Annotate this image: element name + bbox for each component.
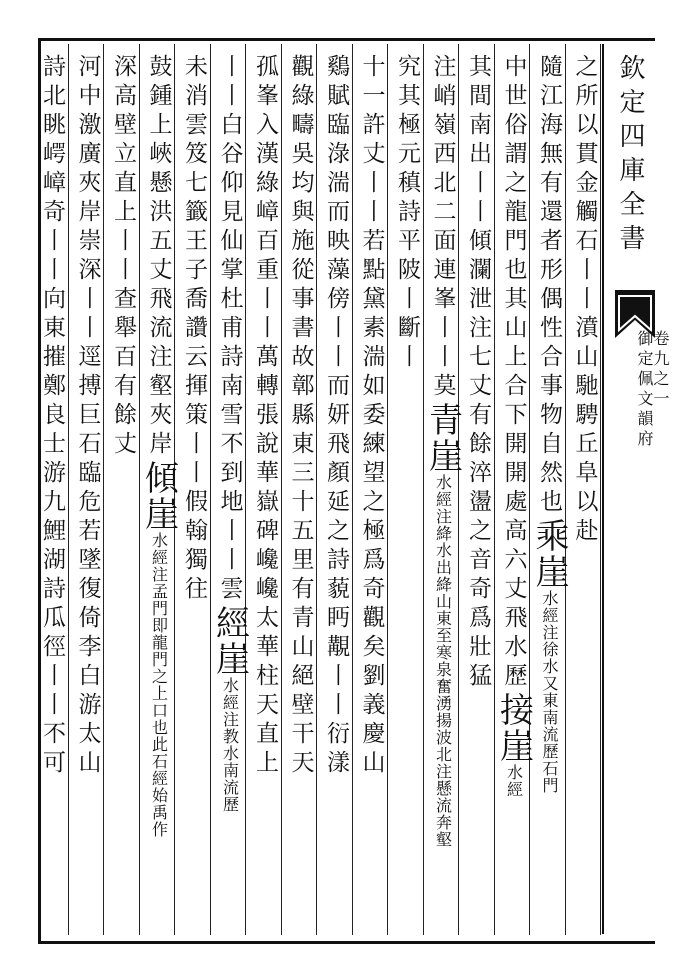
text-column — [352, 54, 392, 779]
body-text: 深高壁立直上丨丨查舉百有餘丈 — [110, 54, 136, 460]
body-text: 究其極元稹詩平陂丨斷丨 — [394, 54, 420, 373]
entry-heading: 青崖 — [422, 402, 463, 474]
text-column — [210, 54, 250, 813]
body-text: 鼓鍾上峽懸洪五丈飛流注壑夾岸 — [145, 54, 172, 460]
body-text: 觀綠疇吳均與施從事書故鄣縣東三十五里有青山絕壁干天 — [287, 54, 314, 779]
body-text: 其間南出丨丨傾瀾泄注七丈有餘淬盪之音奇爲壯猛 — [465, 54, 491, 692]
text-column — [565, 54, 605, 547]
annotation-note: 水經 — [504, 764, 524, 798]
text-column — [458, 54, 498, 692]
entry-heading: 經崖 — [209, 605, 250, 677]
book-title: 欽定四庫全書 — [615, 54, 645, 258]
text-column — [494, 54, 534, 798]
body-text: 隨江海無有還者形偶性合事物自然也 — [536, 54, 562, 518]
text-column — [245, 54, 285, 779]
entry-heading: 乘崖 — [529, 518, 569, 590]
annotation-note: 水經注徐水又東南流歷石門 — [540, 590, 559, 794]
entry-heading: 接崖 — [493, 692, 534, 764]
text-column — [316, 54, 356, 779]
annotation-note: 水經注孟門即龍門之上口也此石經始禹作 — [149, 532, 169, 838]
annotation-note: 水經注絳水出絳山東至寒泉奮湧揚波北注懸流奔壑 — [433, 474, 453, 848]
text-column — [103, 54, 143, 460]
text-column — [529, 54, 569, 794]
text-column — [68, 54, 108, 779]
text-column — [387, 54, 427, 373]
text-column — [174, 54, 214, 605]
body-text: 注峭嶺西北二面連峯丨丨莫 — [429, 54, 456, 402]
body-text: 河中激廣夾岸崇深丨丨逕搏巨石臨危若墜復倚李白游太山 — [74, 54, 101, 779]
side-note-volume: 卷九之一 — [651, 330, 670, 410]
text-column — [32, 54, 72, 779]
side-note-title: 御定佩文韻府 — [635, 330, 654, 450]
annotation-note: 水經注教水南流歷 — [220, 677, 240, 813]
body-text: 丨丨白谷仰見仙掌杜甫詩南雪不到地丨丨雲 — [216, 54, 243, 605]
entry-heading: 傾崖 — [138, 460, 179, 532]
text-column — [139, 54, 179, 838]
body-text: 之所以貫金觸石丨丨濆山馳騁丘阜以赴 — [571, 54, 598, 547]
text-column — [423, 54, 463, 848]
body-text: 詩北眺崿嶂奇丨丨向東摧鄭良士游九鯉湖詩瓜徑丨丨不可 — [39, 54, 65, 779]
body-text: 孤峯入漢綠嶂百重丨丨萬轉張說華嶽碑巉巉太華柱天直上 — [252, 54, 278, 779]
body-text: 中世俗謂之龍門也其山上合下開開處高六丈飛水歷 — [500, 54, 527, 692]
body-text: 未消雲笈七籤王子喬讚云揮策丨丨假翰獨往 — [181, 54, 207, 605]
body-text: 鷄賦臨淥湍而映藻傍丨丨而妍飛顏延之詩藐眄覯丨丨衍漾 — [323, 54, 349, 779]
text-column — [281, 54, 321, 779]
body-text: 十一許丈丨丨若點黛素湍如委練望之極爲奇觀矣劉義慶山 — [358, 54, 385, 779]
